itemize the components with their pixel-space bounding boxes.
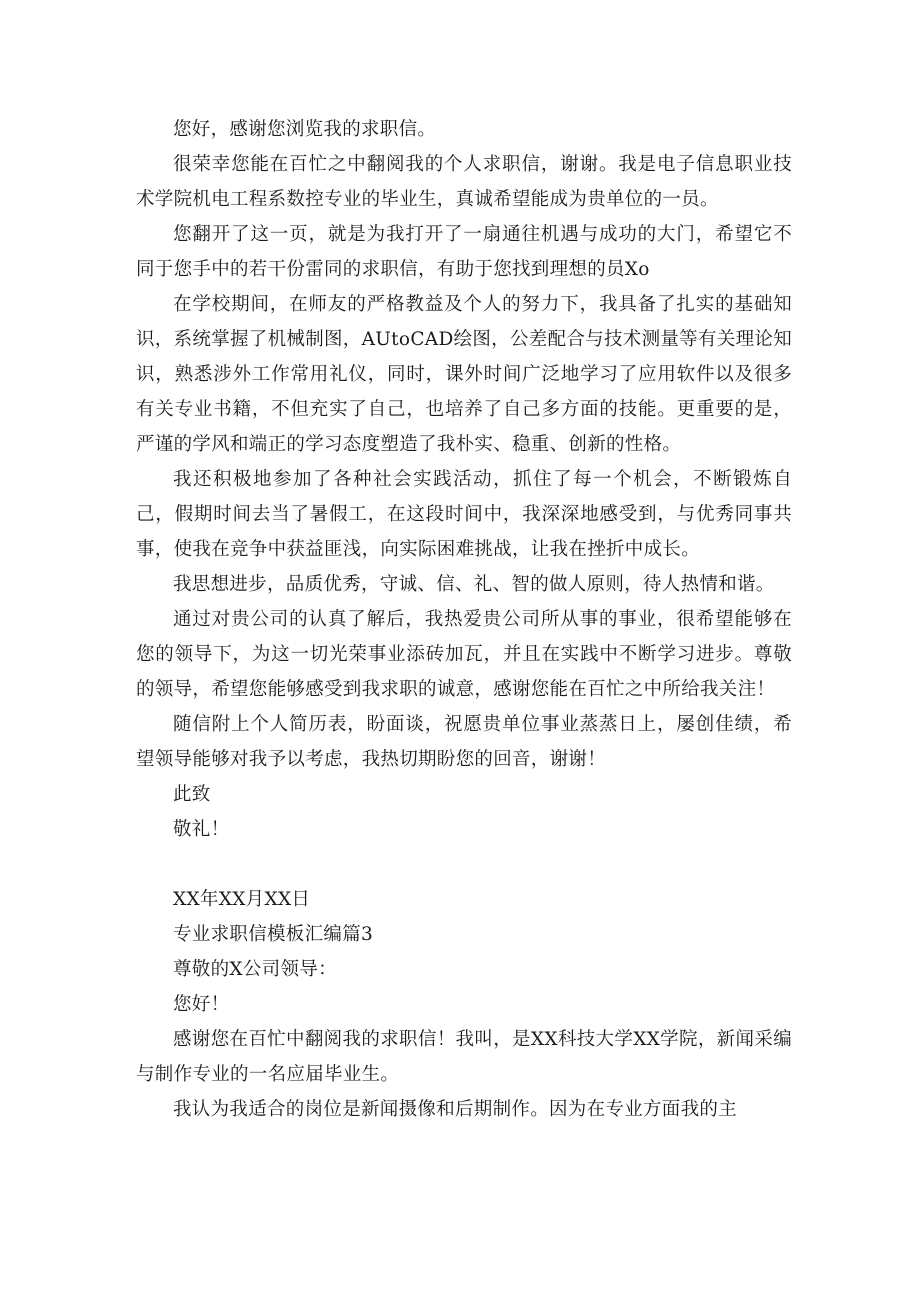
letter2-salutation: 尊敬的X公司领导：	[173, 959, 337, 980]
letter1-paragraph: 很荣幸您能在百忙之中翻阅我的个人求职信，谢谢。我是电子信息职业技术学院机电工程系数控专业的毕业生，真诚希望能成为贵单位的一员。	[136, 154, 792, 210]
section-title: 专业求职信模板汇编篇3	[173, 924, 374, 945]
letter2-paragraph: 我认为我适合的岗位是新闻摄像和后期制作。因为在专业方面我的主	[173, 1099, 738, 1120]
spacer	[136, 847, 792, 882]
document-body	[136, 112, 792, 1127]
letter1-salute: 敬礼！	[173, 819, 230, 840]
letter2-greeting: 您好！	[173, 994, 230, 1015]
letter1-paragraph: 我还积极地参加了各种社会实践活动，抓住了每一个机会，不断锻炼自己，假期时间去当了暑假工，在这段时间中，我深深地感受到，与优秀同事共事，使我在竞争中获益匪浅，向实际困难挑战，让我在挫折中成长。	[136, 469, 792, 560]
letter1-closing: 此致	[173, 784, 211, 805]
letter2-paragraph: 感谢您在百忙中翻阅我的求职信！我叫，是XX科技大学XX学院，新闻采编与制作专业的一名应届毕业生。	[136, 1029, 792, 1085]
letter1-paragraph: 我思想进步，品质优秀，守诚、信、礼、智的做人原则，待人热情和谐。	[173, 574, 775, 595]
letter1-greeting: 您好，感谢您浏览我的求职信。	[173, 119, 437, 140]
letter1-paragraph: 随信附上个人简历表，盼面谈，祝愿贵单位事业蒸蒸日上，屡创佳绩，希望领导能够对我予以考虑，我热切期盼您的回音，谢谢！	[136, 714, 792, 770]
letter1-paragraph: 通过对贵公司的认真了解后，我热爱贵公司所从事的事业，很希望能够在您的领导下，为这一切光荣事业添砖加瓦，并且在实践中不断学习进步。尊敬的领导，希望您能够感受到我求职的诚意，感谢您能在百忙之中所给我关注！	[136, 609, 792, 700]
letter1-date: XX年XX月XX日	[173, 889, 311, 910]
letter1-paragraph: 在学校期间，在师友的严格教益及个人的努力下，我具备了扎实的基础知识，系统掌握了机械制图，AUtoCAD绘图，公差配合与技术测量等有关理论知识，熟悉涉外工作常用礼仪，同时，课外时间广泛地学习了应用软件以及很多有关专业书籍，不但充实了自己，也培养了自己多方面的技能。更重要的是，严谨的学风和端正的学习态度塑造了我朴实、稳重、创新的性格。	[136, 294, 792, 455]
letter1-paragraph: 您翻开了这一页，就是为我打开了一扇通往机遇与成功的大门，希望它不同于您手中的若干份雷同的求职信，有助于您找到理想的员Xo	[136, 224, 792, 280]
